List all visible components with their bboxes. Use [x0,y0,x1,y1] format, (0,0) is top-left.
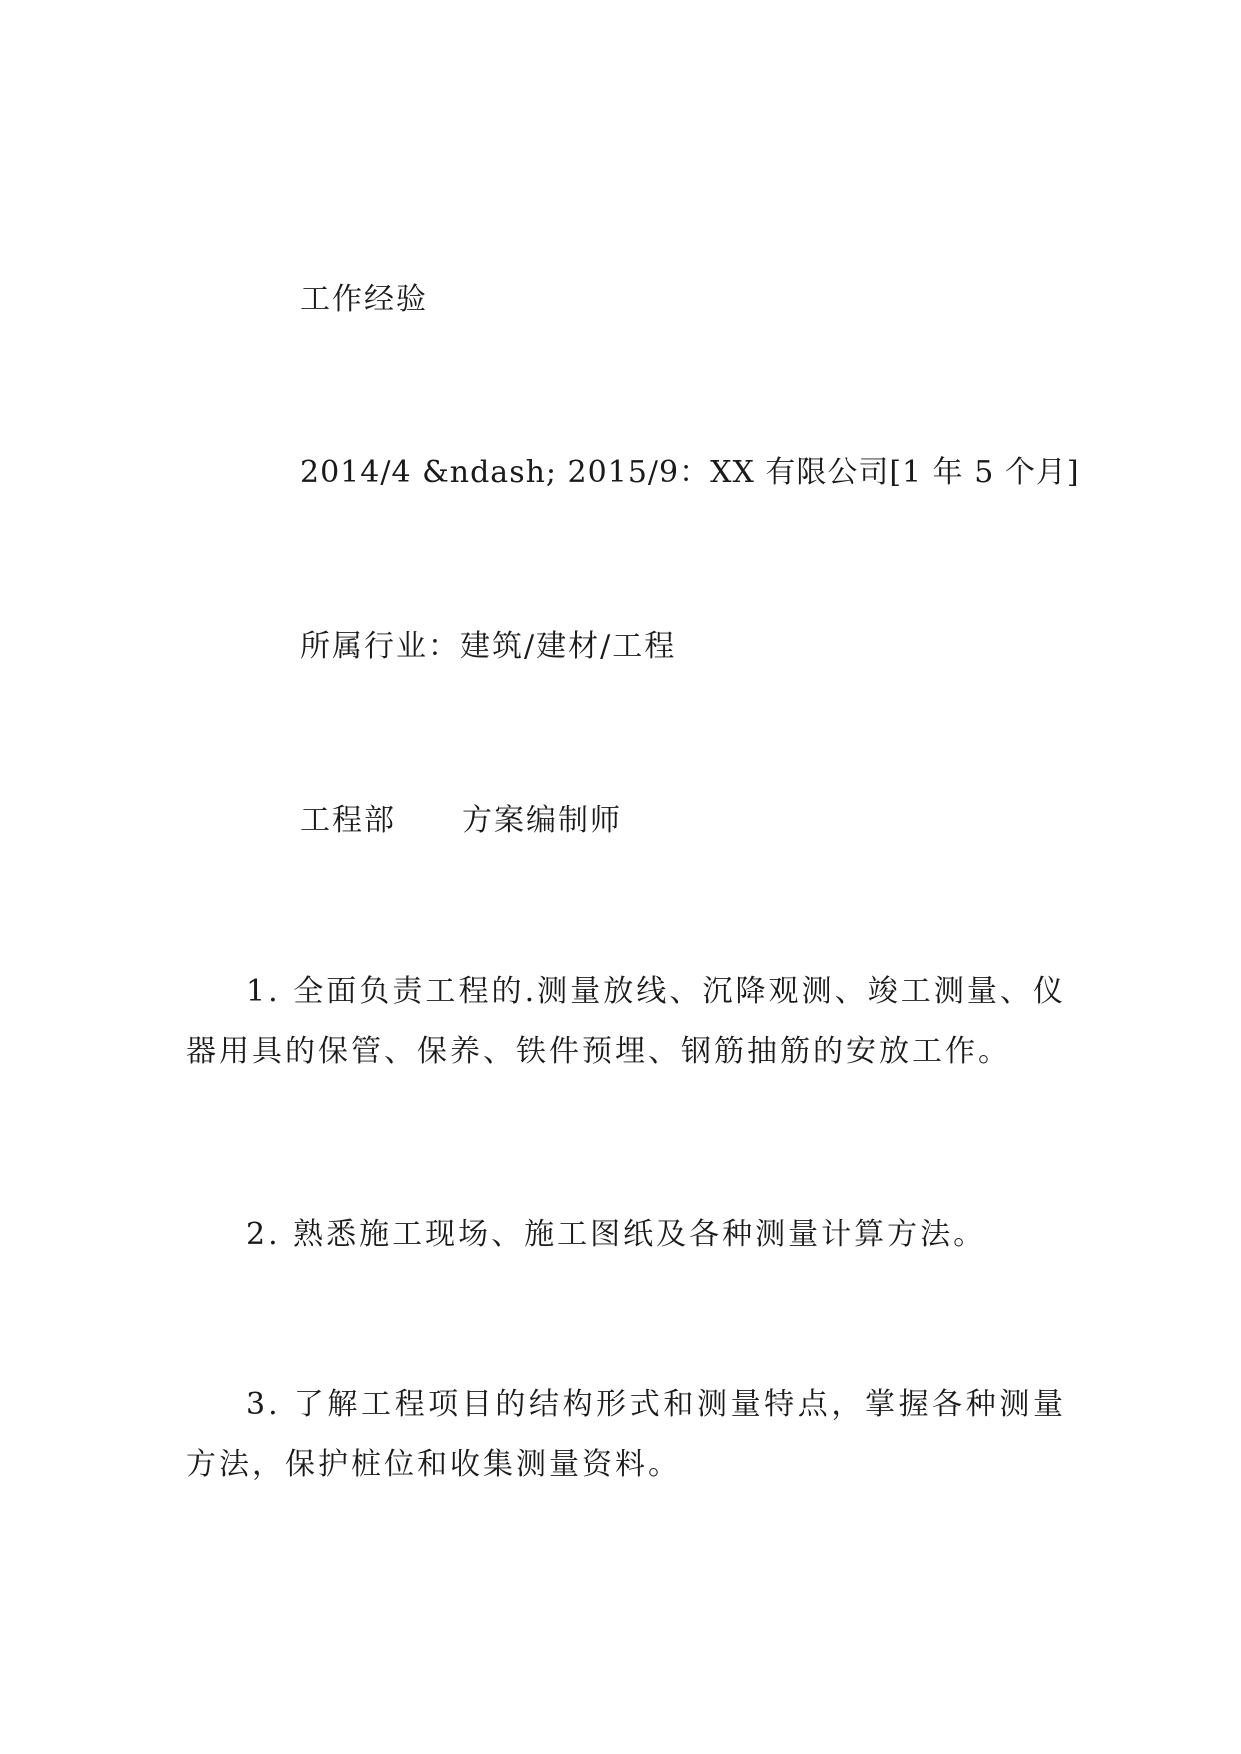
department-position-row [300,803,622,838]
job-period: 2014/4 &ndash; 2015/9：XX 有限公司[1 年 5 个月] [300,455,1080,490]
section-title: 工作经验 [300,282,428,317]
industry: 所属行业：建筑/建材/工程 [300,629,677,664]
duty-item: 2. 熟悉施工现场、施工图纸及各种测量计算方法。 [246,1217,987,1252]
position: 方案编制师 [462,803,622,838]
duty-item: 3. 了解工程项目的结构形式和测量特点，掌握各种测量方法，保护桩位和收集测量资料。 [186,1387,1066,1482]
department: 工程部 [300,803,396,838]
duty-item: 1. 全面负责工程的.测量放线、沉降观测、竣工测量、仪器用具的保管、保养、铁件预埋、钢筋抽筋的安放工作。 [186,974,1066,1069]
